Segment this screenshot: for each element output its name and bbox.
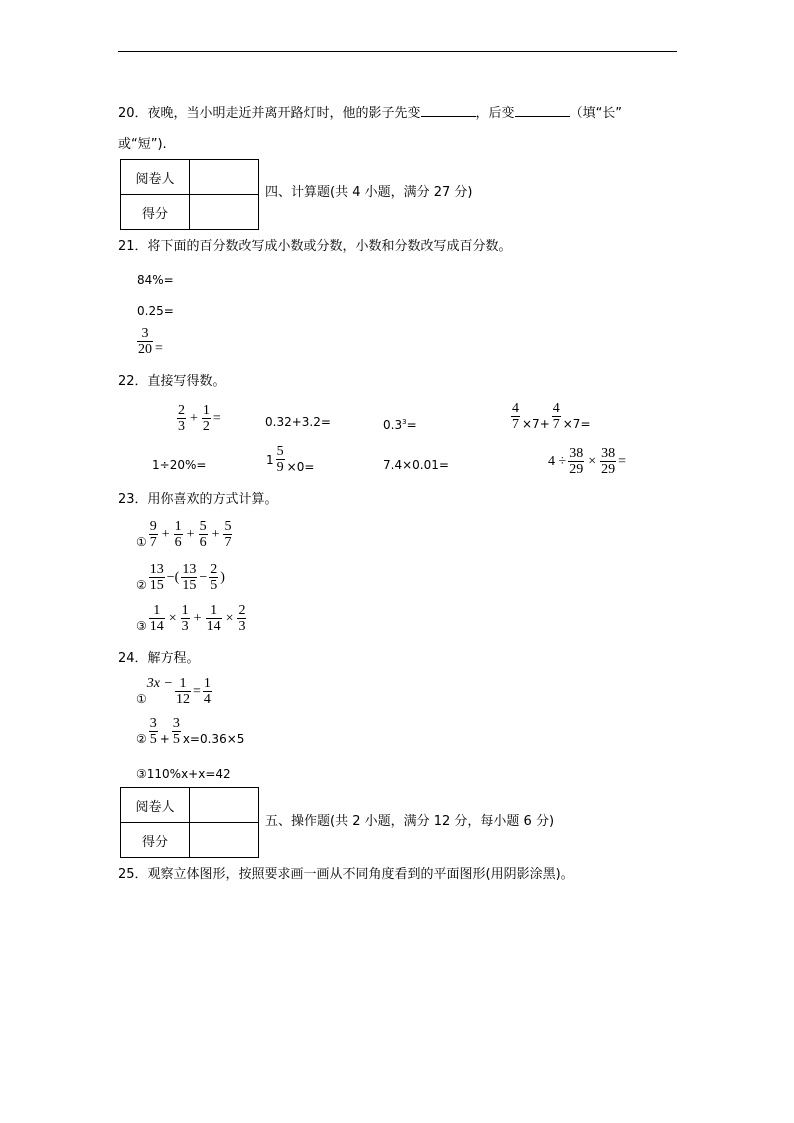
answer-blank-2[interactable]	[515, 104, 570, 117]
q22-expr-8: 4 ÷ $\frac{38}{29}$ × $\frac{38}{29}$ =	[548, 446, 626, 477]
score-table-2	[120, 787, 259, 858]
score-cell[interactable]	[190, 195, 259, 230]
q22-expr-7: 7.4×0.01=	[383, 458, 449, 472]
answer-blank-1[interactable]	[421, 104, 476, 117]
section-4-title: 四、计算题(共 4 小题，满分 27 分)	[265, 185, 473, 200]
score-label: 得分	[121, 195, 190, 230]
reviewer-label: 阅卷人	[121, 160, 190, 195]
reviewer-cell[interactable]	[190, 160, 259, 195]
q22-expr-4: $\frac{4}{7}$ ×7+ $\frac{4}{7}$ ×7=	[512, 401, 591, 432]
q21-item-c: $\frac{3}{20}$ =	[138, 326, 163, 357]
score-label: 得分	[121, 823, 190, 858]
score-table-1	[120, 159, 259, 230]
q21-item-b: 0.25=	[137, 304, 174, 318]
question-23-title: 23．用你喜欢的方式计算。	[118, 492, 278, 507]
question-21-title: 21．将下面的百分数改写成小数或分数，小数和分数改写成百分数。	[118, 239, 512, 254]
reviewer-label: 阅卷人	[121, 788, 190, 823]
question-24-title: 24．解方程。	[118, 651, 200, 666]
header-rule	[118, 51, 677, 52]
q22-expr-2: 0.32+3.2=	[265, 415, 331, 429]
question-20-line2: 或“短”).	[118, 137, 167, 152]
score-cell[interactable]	[190, 823, 259, 858]
q24-part-2: ② $\frac{3}{5}$ + $\frac{3}{5}$ x=0.36×5	[136, 716, 245, 747]
question-25: 25．观察立体图形，按照要求画一画从不同角度看到的平面图形(用阴影涂黑)。	[118, 867, 574, 882]
reviewer-cell[interactable]	[190, 788, 259, 823]
q23-part-2: ② $\frac{13}{15}$ − ( $\frac{13}{15}$ − $\frac{2}{5}$ )	[136, 562, 225, 593]
q24-part-3: ③110%x+x=42	[136, 767, 231, 781]
q22-expr-3: $0.3^3=$	[383, 418, 417, 432]
question-20: 20．夜晚，当小明走近并离开路灯时，他的影子先变 ，后变 （填“长”	[118, 106, 623, 121]
question-22-title: 22．直接写得数。	[118, 374, 226, 389]
q22-expr-6: 1 $\frac{5}{9}$ ×0=	[266, 444, 315, 475]
q24-part-1: ① 3x − $\frac{1}{12}$ = $\frac{1}{4}$	[136, 676, 211, 707]
q23-part-1: ① $\frac{9}{7}$ + $\frac{1}{6}$ + $\frac{5}{6}$ + $\frac{5}{7}$	[136, 519, 232, 550]
q22-expr-5: 1÷20%=	[152, 458, 207, 472]
q22-expr-1: $\frac{2}{3}$ + $\frac{1}{2}$ =	[178, 403, 221, 434]
fraction: $\frac{3}{20}$	[138, 326, 152, 357]
section-5-title: 五、操作题(共 2 小题，满分 12 分，每小题 6 分)	[265, 814, 555, 829]
q21-item-a: 84%=	[137, 273, 174, 287]
q23-part-3: ③ $\frac{1}{14}$ × $\frac{1}{3}$ + $\frac{1}{14}$ × $\frac{2}{3}$	[136, 603, 246, 634]
